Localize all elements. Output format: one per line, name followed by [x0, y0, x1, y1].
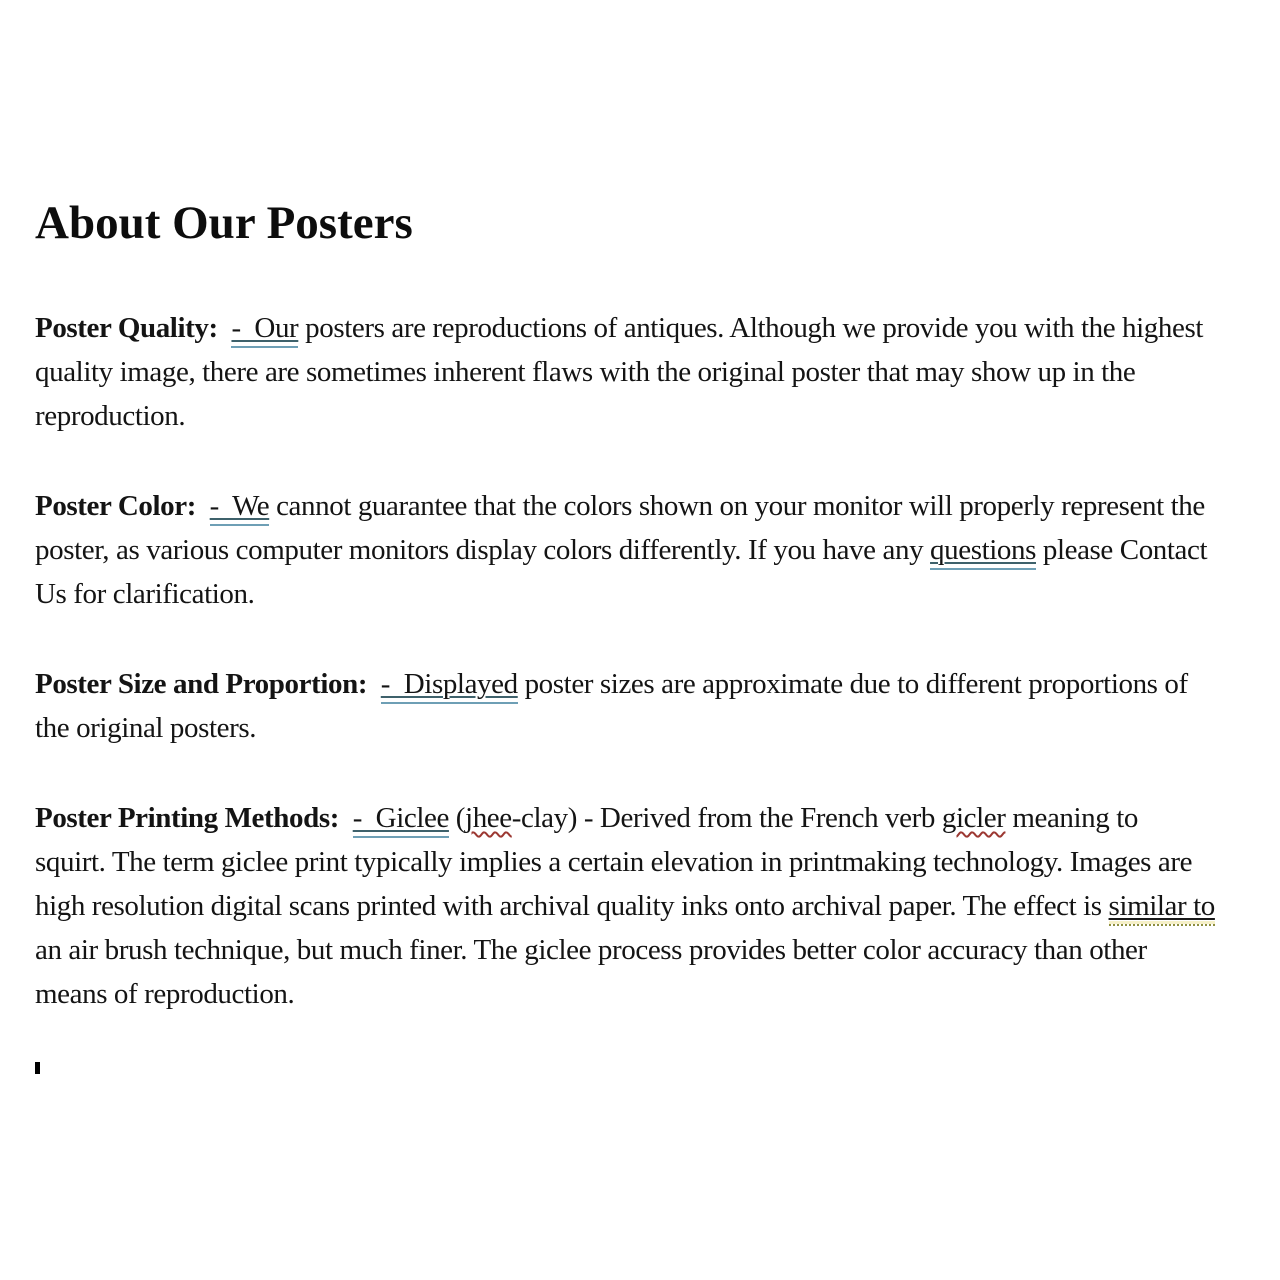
text-cursor [35, 1062, 40, 1074]
text-segment: cannot guarantee that the colors shown on your monitor will properly represent the poster, as various computer monitors display colors differently. If you have any [35, 490, 1212, 567]
poster-printing-paragraph [35, 796, 1222, 1016]
text-segment [196, 490, 210, 522]
section-label: Poster Color: [35, 490, 196, 523]
section-label: Poster Quality: [35, 312, 218, 345]
poster-color-paragraph [35, 484, 1215, 616]
poster-quality-paragraph [35, 306, 1215, 438]
grammar-flagged-phrase: similar to [1109, 890, 1215, 926]
page-title: About Our Posters [35, 197, 413, 249]
text-segment: -clay) - Derived from the French verb [511, 802, 942, 835]
underlined-link-term[interactable]: - Our [231, 312, 298, 348]
text-segment [218, 312, 232, 344]
text-segment: an air brush technique, but much finer. The giclee process provides better color accuracy than other means of reproduction. [35, 890, 1222, 1011]
underlined-link-term[interactable]: questions [930, 534, 1036, 570]
text-segment [367, 668, 381, 700]
section-label: Poster Size and Proportion: [35, 668, 368, 701]
underlined-link-term[interactable]: - Displayed [381, 668, 518, 704]
underlined-link-term[interactable]: - Giclee [353, 802, 449, 838]
paragraphs [35, 306, 1220, 1016]
text-segment: ( [448, 802, 466, 835]
spellcheck-flagged-word: jhee [465, 802, 512, 835]
text-segment: poster sizes are approximate due to different proportions of the original posters. [35, 668, 1195, 745]
spellcheck-flagged-word: gicler [941, 802, 1006, 835]
poster-size-paragraph [35, 662, 1215, 750]
section-label: Poster Printing Methods: [35, 802, 339, 835]
text-segment: meaning to squirt. The term giclee print typically implies a certain elevation in printmaking technology. Images are high resolution digital scans printed with archival quality inks onto archival paper. The effect is [35, 802, 1199, 923]
underlined-link-term[interactable]: - We [210, 490, 270, 526]
text-segment: please Contact Us for clarification. [35, 534, 1215, 611]
text-segment: posters are reproductions of antiques. Although we provide you with the highest quality image, there are sometimes inherent flaws with the original poster that may show up in the reproduction. [35, 312, 1210, 433]
text-segment [339, 802, 353, 834]
